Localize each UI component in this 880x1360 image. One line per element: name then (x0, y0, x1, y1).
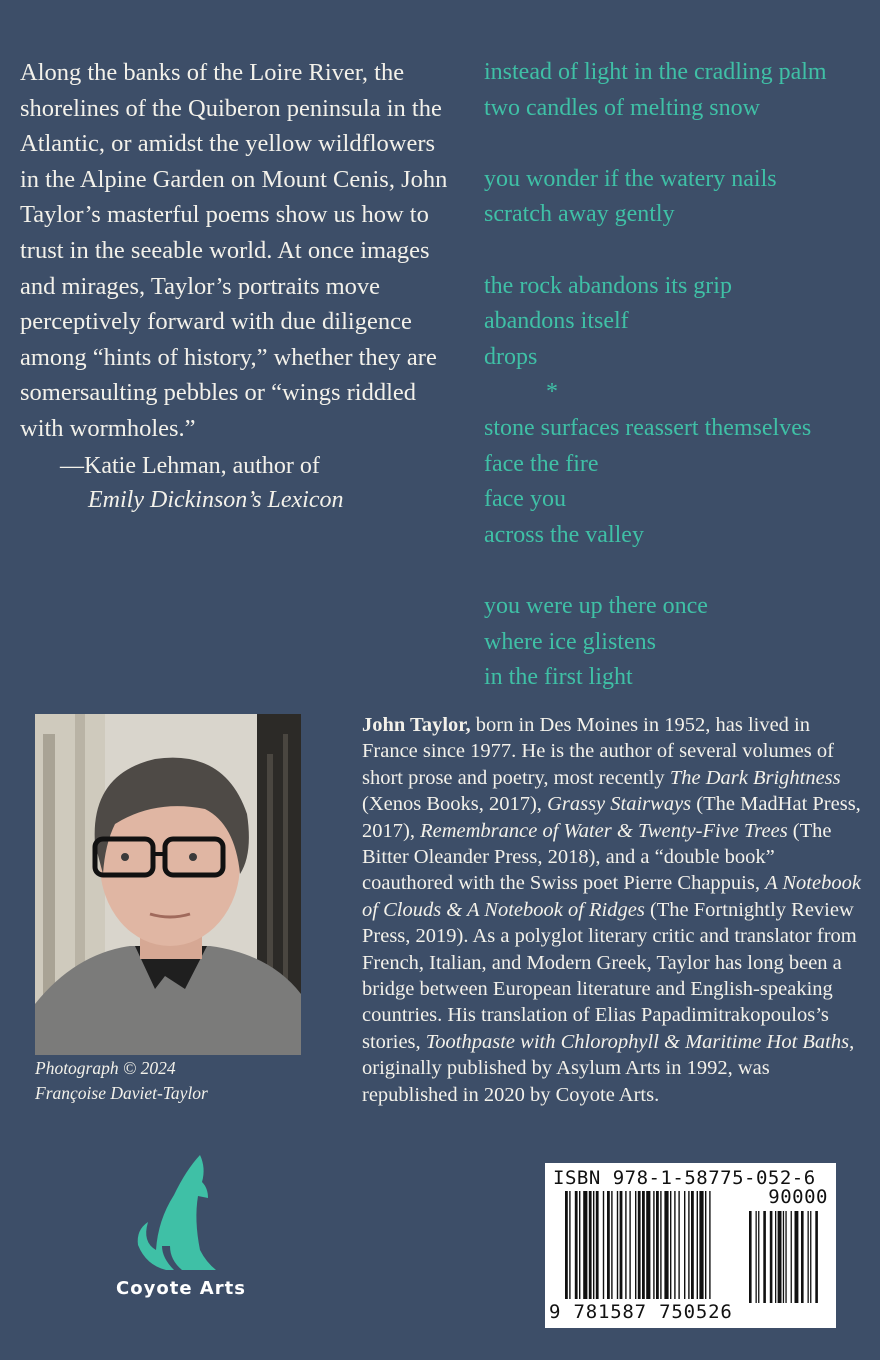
barcode-bar (625, 1191, 626, 1299)
barcode-bar (709, 1191, 710, 1299)
barcode-bar (699, 1191, 703, 1299)
barcode-bar (664, 1191, 668, 1299)
barcode-bar (688, 1191, 689, 1299)
poem-line: face you (484, 486, 566, 513)
barcode-bar (785, 1211, 786, 1303)
book-title: Grassy Stairways (547, 793, 692, 816)
barcode-bar (646, 1191, 650, 1299)
poem-line: face the fire (484, 450, 599, 477)
bio-text: (Xenos Books, 2017), (362, 793, 548, 816)
barcode-bar (629, 1191, 630, 1299)
barcode-bar (635, 1191, 636, 1299)
barcode-bar (617, 1191, 618, 1299)
poem-line: scratch away gently (484, 201, 675, 228)
book-title: A Notebook of Clouds & A Notebook of Ridges (362, 872, 861, 921)
barcode-bar (801, 1211, 804, 1303)
bio-text: (The Fortnightly Review Press, 2019). As a polyglot literary critic and translator from French, Italian, and Modern Greek, Taylor has long been a bridge between European literature and English-speaking countries. His translation of Elias Papadimitrakopoulos’s stories, (362, 898, 857, 1053)
poem-stanza (484, 589, 874, 696)
price-code: 90000 (768, 1186, 828, 1208)
barcode-bar (603, 1191, 604, 1299)
barcode-bar (691, 1191, 694, 1299)
barcode-bar (697, 1191, 698, 1299)
photographer-name: Françoise Daviet-Taylor (35, 1083, 208, 1103)
barcode-bar (756, 1211, 757, 1303)
barcode-bar (678, 1191, 679, 1299)
attribution-author: —Katie Lehman, author of (60, 452, 320, 479)
barcode-bar (607, 1191, 610, 1299)
bio-text: , originally published by Asylum Arts in 1992, was republished in 2020 by Coyote Arts. (362, 1030, 855, 1106)
publisher-name: Coyote Arts (116, 1278, 246, 1299)
poem-line: where ice glistens (484, 628, 656, 655)
barcode-bar (593, 1191, 594, 1299)
barcode-bar (795, 1211, 799, 1303)
photo-credit-line: Photograph © 2024 (35, 1058, 176, 1078)
barcode-bar (763, 1211, 766, 1303)
poem-line: you were up there once (484, 592, 708, 619)
barcode-bar (660, 1191, 661, 1299)
poem-line: drops (484, 343, 538, 370)
blurb-paragraph: Along the banks of the Loire River, the shorelines of the Quiberon peninsula in the Atlantic, or amidst the yellow wildflowers in the Alpine Garden on Mount Cenis, John Taylor’s masterful poems show us how to trust in the seeable world. At once images and mirages, Taylor’s portraits move perceptively forward with due diligence among “hints of history,” whether they are somersaulting pebbles or “wings riddled with wormholes.” (20, 59, 448, 442)
barcode-bar (749, 1211, 752, 1303)
barcode-bar (579, 1191, 580, 1299)
barcode-bar (674, 1191, 675, 1299)
barcode-bar (770, 1211, 773, 1303)
poem-excerpt (484, 55, 874, 731)
poem-line: abandons itself (484, 308, 629, 335)
author-bio (362, 712, 862, 1108)
barcode-bar (810, 1211, 811, 1303)
isbn-digits: 9 781587 750526 (549, 1301, 733, 1323)
poem-line: you wonder if the watery nails (484, 165, 777, 192)
barcode-bar (589, 1191, 592, 1299)
barcode-bar (656, 1191, 659, 1299)
poem-stanza (484, 162, 874, 233)
barcode-bar (705, 1191, 706, 1299)
poem-line: in the first light (484, 664, 633, 691)
poem-line: across the valley (484, 521, 644, 548)
blurb (20, 55, 450, 517)
isbn-label: ISBN 978-1-58775-052-6 (553, 1167, 816, 1189)
photo-caption (35, 1056, 208, 1106)
barcode-bar (596, 1191, 599, 1299)
blurb-attribution (20, 449, 450, 517)
bio-text: born in Des Moines in 1952, has lived in France since 1977. He is the author of several volumes of short prose and poetry, most recently (362, 714, 834, 789)
barcode-bar (791, 1211, 792, 1303)
book-title: Toothpaste with Chlorophyll & Maritime Hot Baths (425, 1030, 850, 1053)
barcode-bar (611, 1191, 612, 1299)
poem-stanza (484, 411, 874, 553)
barcode-bar (638, 1191, 641, 1299)
poem-stanza (484, 269, 874, 376)
book-title: The Dark Brightness (669, 766, 841, 789)
bio-text: (The MadHat Press, 2017), (362, 793, 861, 842)
poem-separator: * (546, 379, 558, 406)
barcode-bar (684, 1191, 685, 1299)
author-photo (35, 714, 301, 1055)
barcode-bar (620, 1191, 623, 1299)
poem-line: stone surfaces reassert themselves (484, 414, 812, 441)
poem-line: two candles of melting snow (484, 94, 760, 121)
publisher-logo (96, 1150, 266, 1310)
barcode-bar (583, 1191, 587, 1299)
barcode-bar (670, 1191, 671, 1299)
bio-text: (The Bitter Oleander Press, 2018), and a “double book” coauthored with the Swiss poet Pierre Chappuis, (362, 819, 832, 895)
barcode-bar (808, 1211, 809, 1303)
barcode-bar (653, 1191, 654, 1299)
author-name: John Taylor, (362, 714, 471, 736)
coyote-icon (96, 1150, 266, 1280)
isbn-barcode (545, 1163, 836, 1328)
barcode-bar (775, 1211, 776, 1303)
poem-line: the rock abandons its grip (484, 272, 732, 299)
barcode-bar (778, 1211, 782, 1303)
barcode-bar (783, 1211, 784, 1303)
poem-line: instead of light in the cradling palm (484, 59, 827, 85)
barcode-bar (642, 1191, 645, 1299)
book-title: Remembrance of Water & Twenty-Five Trees (420, 819, 788, 842)
poem-stanza (484, 55, 874, 126)
barcode-bar (569, 1191, 570, 1299)
barcode-bar (758, 1211, 759, 1303)
barcode-bar (815, 1211, 818, 1303)
attribution-book-title: Emily Dickinson’s Lexicon (88, 486, 344, 513)
author-portrait-illustration (35, 714, 301, 1055)
barcode-bar (575, 1191, 578, 1299)
barcode-bar (565, 1191, 568, 1299)
